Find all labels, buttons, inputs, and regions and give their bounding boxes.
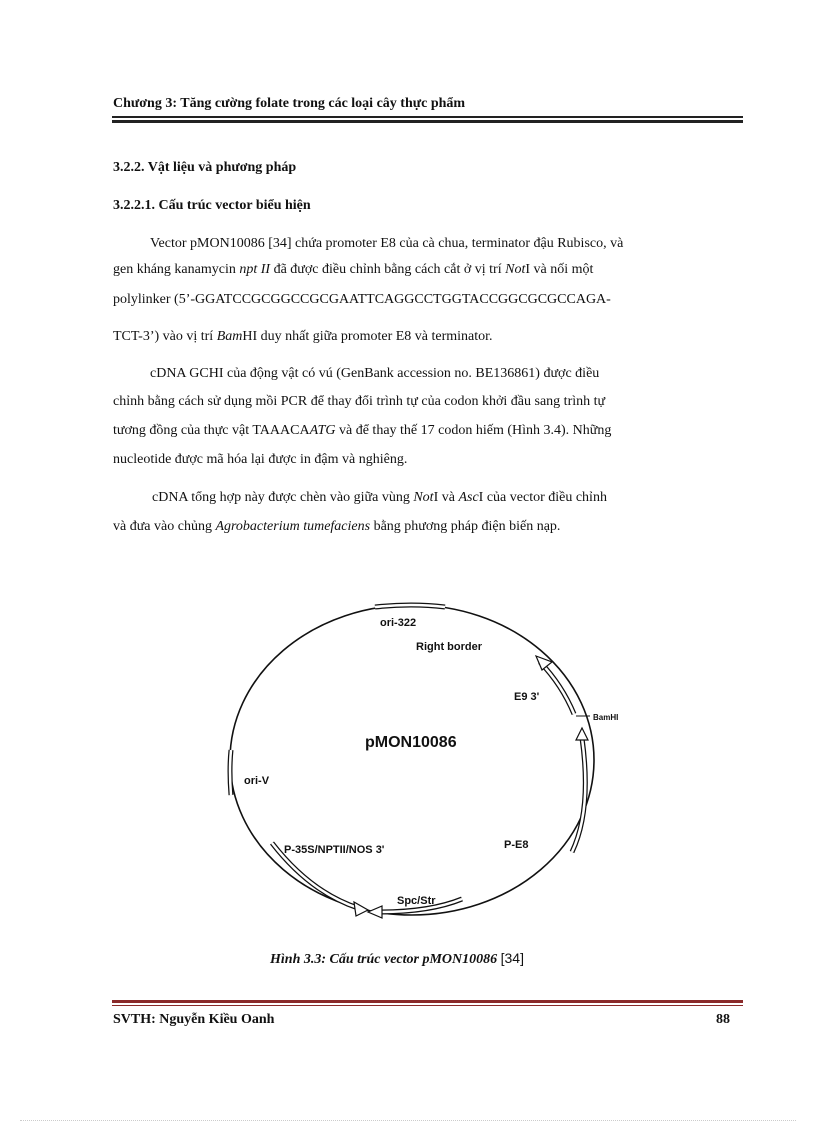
- label-bamhi: BamHI: [593, 713, 619, 722]
- text-line: cDNA tổng hợp này được chèn vào giữa vùng NotI và AscI của vector điều chỉnh: [152, 490, 607, 505]
- e9-segment: [540, 662, 574, 714]
- label-pe8: P-E8: [504, 839, 529, 851]
- p35s-arrowhead: [354, 902, 368, 916]
- oriv-segment-inner: [230, 750, 231, 795]
- plasmid-circle: [230, 605, 594, 915]
- page-number: 88: [716, 1012, 730, 1027]
- header-rule-thick: [112, 120, 743, 123]
- header-rule-thin: [112, 116, 743, 118]
- label-oriv: ori-V: [244, 775, 270, 787]
- footer-rule-thin: [112, 1005, 743, 1006]
- figure-caption: Hình 3.3: Cấu trúc vector pMON10086 [34]: [270, 950, 524, 967]
- text-line: nucleotide được mã hóa lại được in đậm và nghiêng.: [113, 452, 408, 467]
- text-line: chỉnh bằng cách sử dụng mồi PCR để thay đổi trình tự của codon khởi đầu sang trình tự: [113, 394, 606, 409]
- label-e9: E9 3': [514, 691, 540, 703]
- label-right-border: Right border: [416, 641, 482, 653]
- footer-author: SVTH: Nguyễn Kiều Oanh: [113, 1012, 275, 1027]
- footer-rule-thick: [112, 1000, 743, 1003]
- text-line: Vector pMON10086 [34] chứa promoter E8 của cà chua, terminator đậu Rubisco, và: [150, 236, 624, 251]
- pe8-arrowhead: [576, 728, 588, 740]
- chapter-header: Chương 3: Tăng cường folate trong các loại cây thực phẩm: [113, 96, 466, 111]
- text-line: gen kháng kanamycin npt II đã được điều chỉnh bằng cách cắt ở vị trí NotI và nối một: [113, 262, 594, 277]
- page-edge-dotted: [20, 1120, 796, 1121]
- plasmid-name: pMON10086: [365, 734, 457, 751]
- text-line: polylinker (5’-GGATCCGCGGCCGCGAATTCAGGCCTGGTACCGGCGCGCCAGA-: [113, 292, 611, 307]
- text-line: cDNA GCHI của động vật có vú (GenBank accession no. BE136861) được điều: [150, 366, 600, 381]
- text-line: TCT-3’) vào vị trí BamHI duy nhất giữa promoter E8 và terminator.: [113, 329, 493, 344]
- plasmid-map-figure: [200, 590, 640, 930]
- section-heading: 3.2.2. Vật liệu và phương pháp: [113, 160, 297, 175]
- subsection-heading: 3.2.2.1. Cấu trúc vector biểu hiện: [113, 198, 311, 213]
- label-p35s: P-35S/NPTII/NOS 3': [284, 844, 385, 856]
- text-line: và đưa vào chủng Agrobacterium tumefaciens bằng phương pháp điện biến nạp.: [113, 519, 561, 534]
- spcstr-arrowhead: [368, 906, 382, 918]
- label-spcstr: Spc/Str: [397, 895, 436, 907]
- text-line: tương đồng của thực vật TAAACAATG và để thay thế 17 codon hiếm (Hình 3.4). Những: [113, 423, 612, 438]
- label-ori322: ori-322: [380, 617, 417, 629]
